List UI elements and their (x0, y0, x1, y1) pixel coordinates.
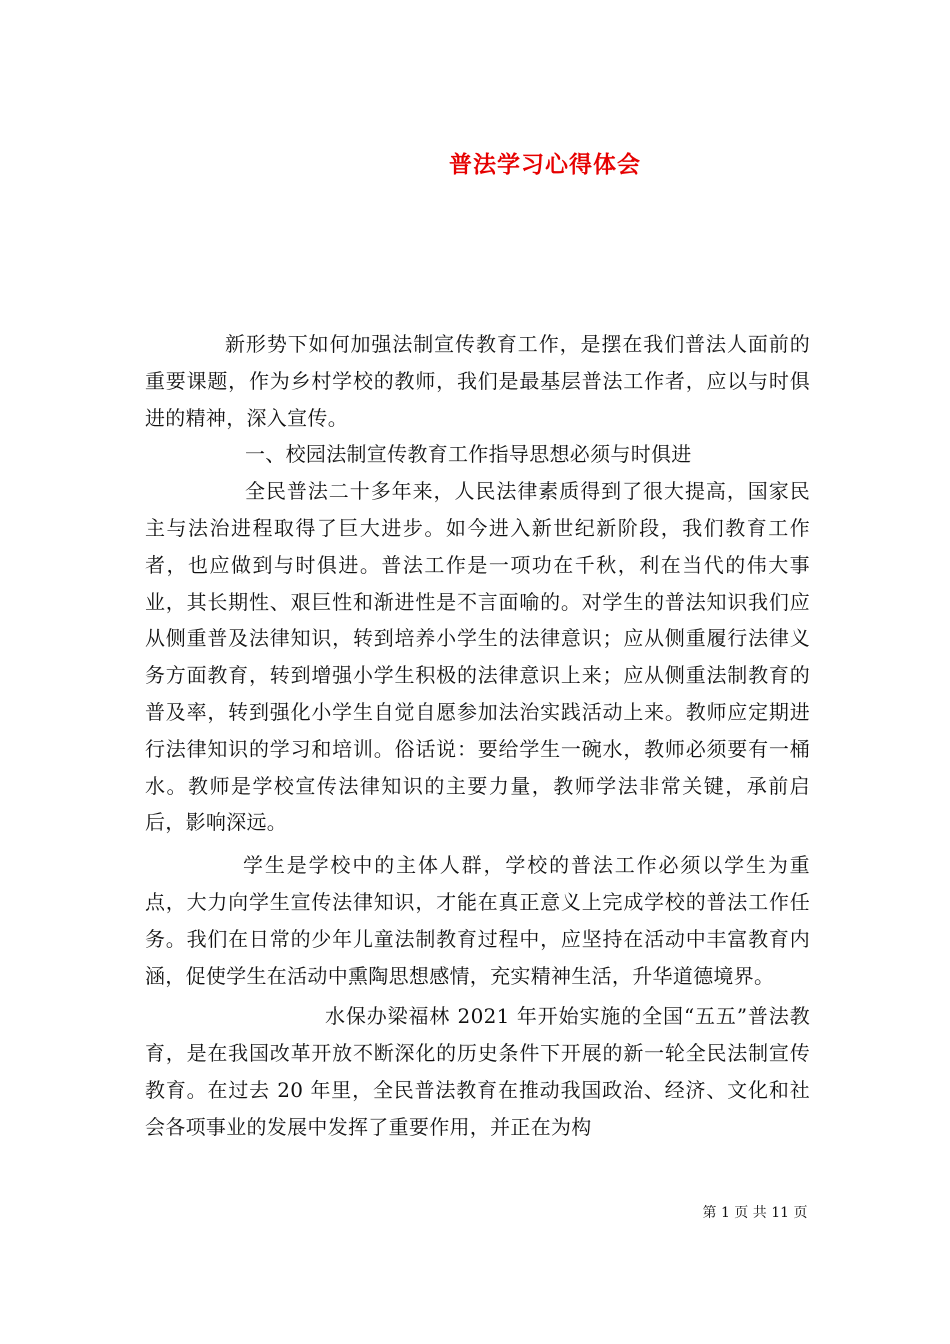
paragraph-five-five: 水保办梁福林 2021 年开始实施的全国“五五”普法教育，是在我国改革开放不断深化的历史条件下开展的新一轮全民法制宣传教育。在过去 20 年里，全民普法教育在推动我国政治、经济、文化和社会各项事业的发展中发挥了重要作用，并正在为构 (145, 1004, 810, 1139)
document-body (145, 326, 810, 1146)
paragraph-universal-law: 全民普法二十多年来，人民法律素质得到了很大提高，国家民主与法治进程取得了巨大进步。如今进入新世纪新阶段，我们教育工作者，也应做到与时俱进。普法工作是一项功在千秋，利在当代的伟大事业，其长期性、艰巨性和渐进性是不言面喻的。对学生的普法知识我们应从侧重普及法律知识，转到培养小学生的法律意识；应从侧重履行法律义务方面教育，转到增强小学生积极的法律意识上来；应从侧重法制教育的普及率，转到强化小学生自觉自愿参加法治实践活动上来。教师应定期进行法律知识的学习和培训。俗话说：要给学生一碗水，教师必须要有一桶水。教师是学校宣传法律知识的主要力量，教师学法非常关键，承前启后，影响深远。 (145, 479, 810, 835)
section-heading-1: 一、校园法制宣传教育工作指导思想必须与时俱进 (245, 442, 692, 467)
paragraph-students: 学生是学校中的主体人群，学校的普法工作必须以学生为重点，大力向学生宣传法律知识，才能在真正意义上完成学校的普法工作任务。我们在日常的少年儿童法制教育过程中，应坚持在活动中丰富教育内涵，促使学生在活动中熏陶思想感情，充实精神生活，升华道德境界。 (145, 853, 810, 988)
page-title: 普法学习心得体会 (449, 151, 641, 179)
page-number: 第 1 页 共 11 页 (702, 1205, 808, 1221)
paragraph-intro: 新形势下如何加强法制宣传教育工作，是摆在我们普法人面前的重要课题，作为乡村学校的教师，我们是最基层普法工作者，应以与时俱进的精神，深入宣传。 (145, 332, 810, 430)
